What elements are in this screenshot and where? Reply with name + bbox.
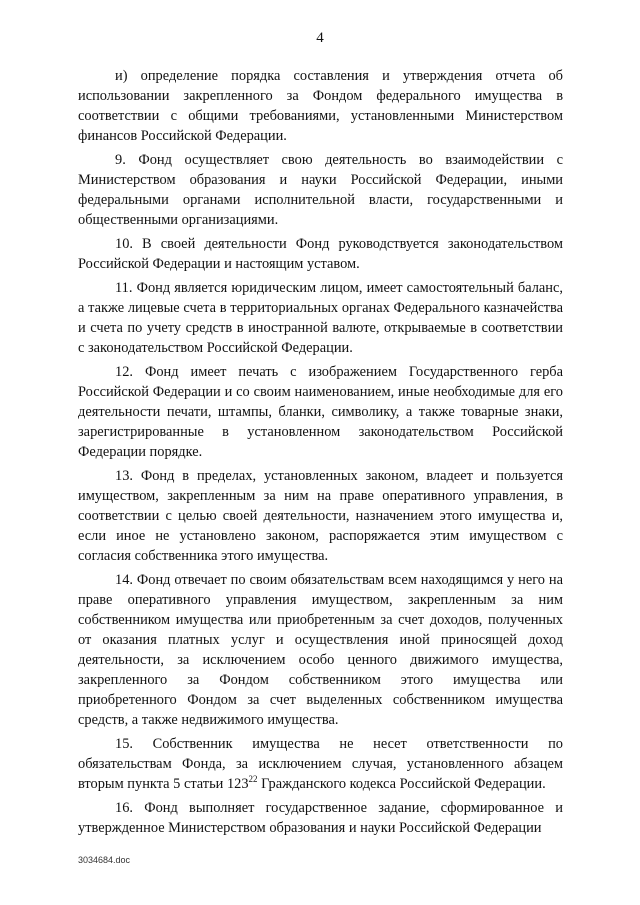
paragraph-11: 11. Фонд является юридическим лицом, имеет самостоятельный баланс, а также лицевые счета в территориальных органах Федерального казначейства и счета по учету средств в иностранной валюте, открываемые в соответствии с законодательством Российской Федерации. (78, 280, 563, 356)
paragraph-15-text-end: Гражданского кодекса Российской Федерации. (257, 776, 546, 792)
page-number: 4 (316, 30, 324, 46)
paragraph-10: 10. В своей деятельности Фонд руководствуется законодательством Российской Федерации и настоящим уставом. (78, 236, 563, 272)
paragraph-9: 9. Фонд осуществляет свою деятельность во взаимодействии с Министерством образования и науки Российской Федерации, иными федеральными органами исполнительной власти, государственными и общественными организациями. (78, 152, 563, 228)
paragraph-12: 12. Фонд имеет печать с изображением Государственного герба Российской Федерации и со своим наименованием, иные необходимые для его деятельности печати, штампы, бланки, символику, а также товарные знаки, зарегистрированные в установленном законодательством Российской Федерации порядке. (78, 364, 563, 460)
paragraph-13: 13. Фонд в пределах, установленных законом, владеет и пользуется имуществом, закрепленным за ним на праве оперативного управления, в соответствии с целью своей деятельности, назначением этого имущества и, если иное не установлено законом, распоряжается этим имуществом с согласия собственника этого имущества. (78, 468, 563, 564)
paragraph-item-i: и) определение порядка составления и утверждения отчета об использовании закрепленного за Фондом федерального имущества в соответствии с общими требованиями, установленными Министерством финансов Российской Федерации. (78, 68, 563, 144)
document-body (78, 66, 563, 842)
paragraph-16: 16. Фонд выполняет государственное задание, сформированное и утвержденное Министерством образования и науки Российской Федерации (78, 800, 563, 836)
footer-filename: 3034684.doc (78, 855, 131, 865)
paragraph-15-text: 15. Собственник имущества не несет ответственности по обязательствам Фонда, за исключением случая, установленного абзацем вторым пункта 5 статьи 123 (78, 736, 563, 792)
paragraph-15 (78, 734, 563, 794)
paragraph-14: 14. Фонд отвечает по своим обязательствам всем находящимся у него на праве оперативного управления имуществом, закрепленным за ним собственником имущества или приобретенным за счет доходов, полученных от оказания платных услуг и осуществления иной приносящей доход деятельности, за исключением особо ценного движимого имущества, закрепленного за Фондом собственником этого имущества или приобретенного Фондом за счет выделенных собственником имущества средств, а также недвижимого имущества. (78, 572, 563, 728)
article-superscript: 22 (248, 774, 258, 785)
